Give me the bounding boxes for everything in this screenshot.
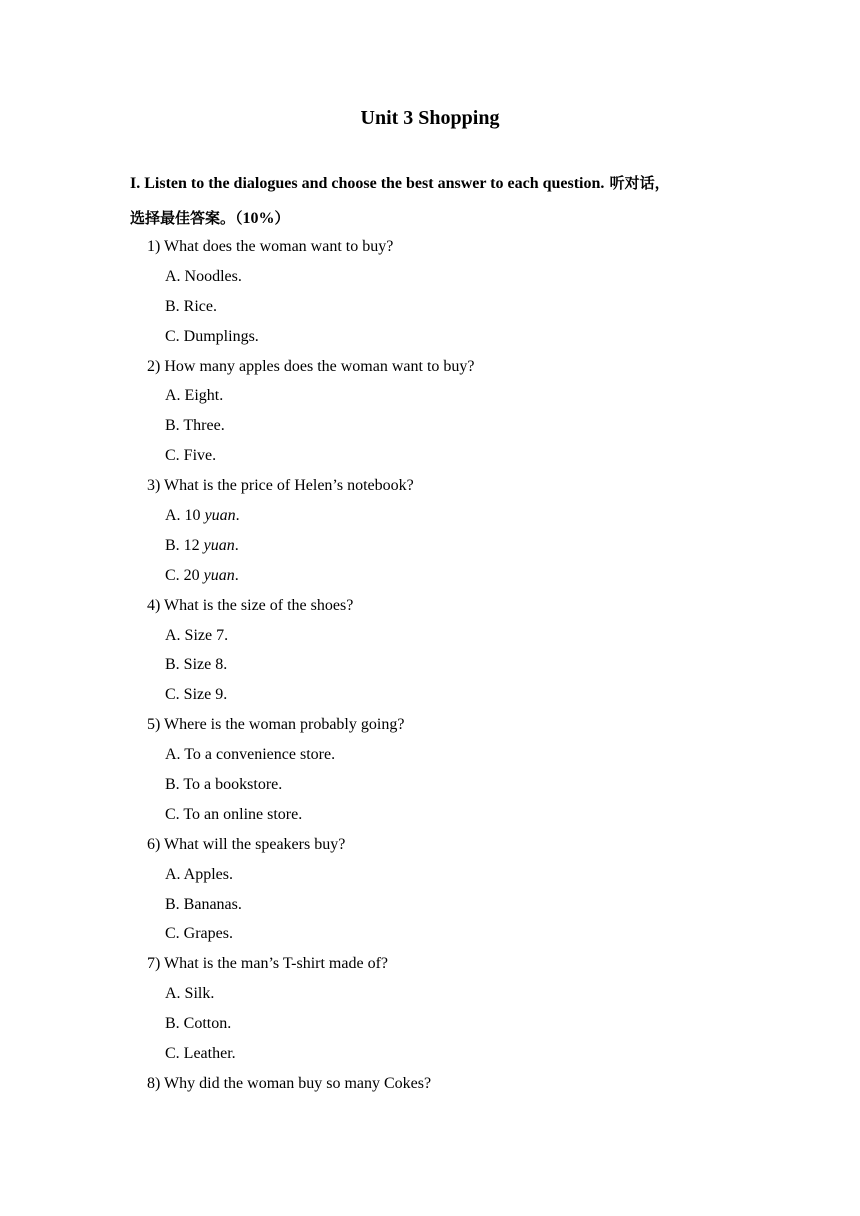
answer-option: [147, 262, 747, 292]
question-text: 4) What is the size of the shoes?: [147, 596, 354, 614]
option-unit: yuan: [204, 507, 236, 525]
option-text: C. 20: [165, 566, 204, 584]
question-text: 7) What is the man’s T-shirt made of?: [147, 955, 388, 973]
option-text: B. Rice.: [165, 297, 217, 315]
option-text: C. Grapes.: [165, 925, 233, 943]
option-text: C. Leather.: [165, 1045, 236, 1063]
answer-option: [147, 381, 747, 411]
question-text: 3) What is the price of Helen’s notebook?: [147, 477, 414, 495]
option-punctuation: .: [234, 566, 239, 584]
question-text: 5) Where is the woman probably going?: [147, 716, 405, 734]
section-heading: [130, 166, 730, 236]
answer-option: [147, 1009, 747, 1039]
option-unit: yuan: [203, 566, 235, 584]
answer-option: [147, 501, 747, 531]
section-heading-english: I. Listen to the dialogues and choose the best answer to each question.: [130, 175, 605, 192]
answer-option: [147, 441, 747, 471]
option-text: A. 10: [165, 507, 205, 525]
option-text: A. Apples.: [165, 865, 233, 883]
option-punctuation: .: [234, 536, 239, 554]
question-text: 1) What does the woman want to buy?: [147, 238, 394, 255]
option-text: A. To a convenience store.: [165, 746, 336, 764]
section-heading-chinese-2: 选择最佳答案。（: [130, 209, 243, 227]
answer-option: [147, 531, 747, 561]
section-heading-chinese-1: 听对话，: [604, 174, 670, 192]
option-text: A. Size 7.: [165, 626, 229, 644]
option-text: B. Bananas.: [165, 895, 242, 913]
answer-option: [147, 800, 747, 830]
option-text: C. Dumplings.: [165, 327, 259, 345]
answer-option: [147, 860, 747, 890]
question-text: 8) Why did the woman buy so many Cokes?: [147, 1074, 432, 1092]
option-unit: yuan: [203, 536, 235, 554]
option-text: A. Noodles.: [165, 267, 242, 285]
option-text: B. Size 8.: [165, 656, 228, 674]
answer-option: [147, 292, 747, 322]
answer-option: [147, 740, 747, 770]
answer-option: [147, 890, 747, 920]
answer-option: [147, 680, 747, 710]
option-text: C. Five.: [165, 447, 217, 465]
answer-option: [147, 919, 747, 949]
answer-option: [147, 1039, 747, 1069]
section-heading-score: 10%: [242, 210, 275, 227]
section-heading-chinese-3: ）: [274, 209, 290, 227]
answer-option: [147, 411, 747, 441]
option-text: A. Silk.: [165, 985, 215, 1003]
option-text: C. Size 9.: [165, 686, 228, 704]
question-list: [147, 232, 747, 1099]
option-text: C. To an online store.: [165, 805, 303, 823]
answer-option: [147, 621, 747, 651]
option-text: A. Eight.: [165, 387, 224, 405]
page-title: Unit 3 Shopping: [360, 107, 500, 129]
option-text: B. Cotton.: [165, 1015, 232, 1033]
question-text: 2) How many apples does the woman want to buy?: [147, 357, 475, 375]
answer-option: [147, 322, 747, 352]
question-text: 6) What will the speakers buy?: [147, 835, 346, 853]
option-text: B. Three.: [165, 417, 225, 435]
option-text: B. To a bookstore.: [165, 776, 283, 794]
answer-option: [147, 979, 747, 1009]
option-punctuation: .: [235, 507, 240, 525]
answer-option: [147, 561, 747, 591]
answer-option: [147, 770, 747, 800]
answer-option: [147, 650, 747, 680]
option-text: B. 12: [165, 536, 204, 554]
